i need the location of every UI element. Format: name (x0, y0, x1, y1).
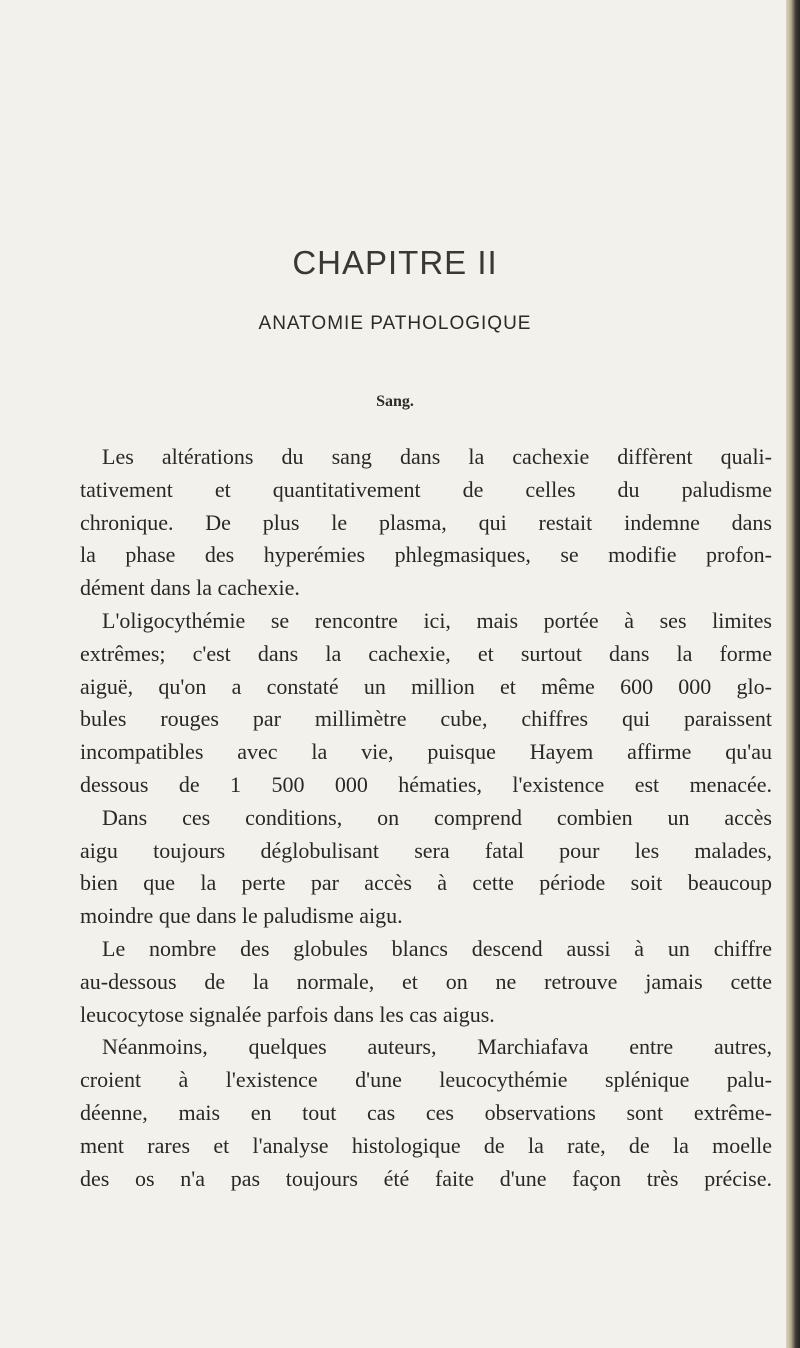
text-line: leucocytose signalée parfois dans les cas aigus. (80, 1001, 495, 1027)
text-line: dessous de 1 500 000 hématies, l'existence est menacée. (80, 771, 772, 797)
text-line: au-dessous de la normale, et on ne retrouve jamais cette (80, 968, 772, 994)
text-line: aiguë, qu'on a constaté un million et même 600 000 glo- (80, 673, 772, 699)
text-line: tativement et quantitativement de celles du paludisme (80, 476, 772, 502)
text-line: chronique. De plus le plasma, qui restait indemne dans (80, 509, 772, 535)
text-line: aigu toujours déglobulisant sera fatal pour les malades, (80, 837, 772, 863)
text-line: incompatibles avec la vie, puisque Hayem affirme qu'au (80, 739, 772, 765)
text-line: Le nombre des globules blancs descend aussi à un chiffre (102, 935, 772, 961)
body-text (80, 441, 772, 1195)
page-binding-edge (786, 0, 800, 1348)
text-line: bules rouges par millimètre cube, chiffres qui paraissent (80, 706, 772, 732)
subsection-title: Sang. (376, 393, 414, 410)
section-title: ANATOMIE PATHOLOGIQUE (258, 313, 532, 334)
text-line: Néanmoins, quelques auteurs, Marchiafava entre autres, (102, 1034, 772, 1060)
text-line: croient à l'existence d'une leucocythémie splénique palu- (80, 1067, 772, 1093)
text-line: moindre que dans le paludisme aigu. (80, 903, 403, 929)
text-line: des os n'a pas toujours été faite d'une façon très précise. (80, 1165, 772, 1191)
chapter-title: CHAPITRE II (292, 244, 498, 281)
text-line: bien que la perte par accès à cette période soit beaucoup (80, 870, 772, 896)
text-line: L'oligocythémie se rencontre ici, mais portée à ses limites (102, 607, 772, 633)
text-line: la phase des hyperémies phlegmasiques, se modifie profon- (80, 542, 772, 568)
text-line: Les altérations du sang dans la cachexie diffèrent quali- (102, 444, 772, 469)
text-line: dément dans la cachexie. (80, 575, 300, 601)
text-line: extrêmes; c'est dans la cachexie, et surtout dans la forme (80, 640, 772, 666)
text-line: déenne, mais en tout cas ces observations sont extrême- (80, 1099, 772, 1125)
text-line: ment rares et l'analyse histologique de la rate, de la moelle (80, 1132, 772, 1158)
text-line: Dans ces conditions, on comprend combien un accès (102, 804, 772, 830)
